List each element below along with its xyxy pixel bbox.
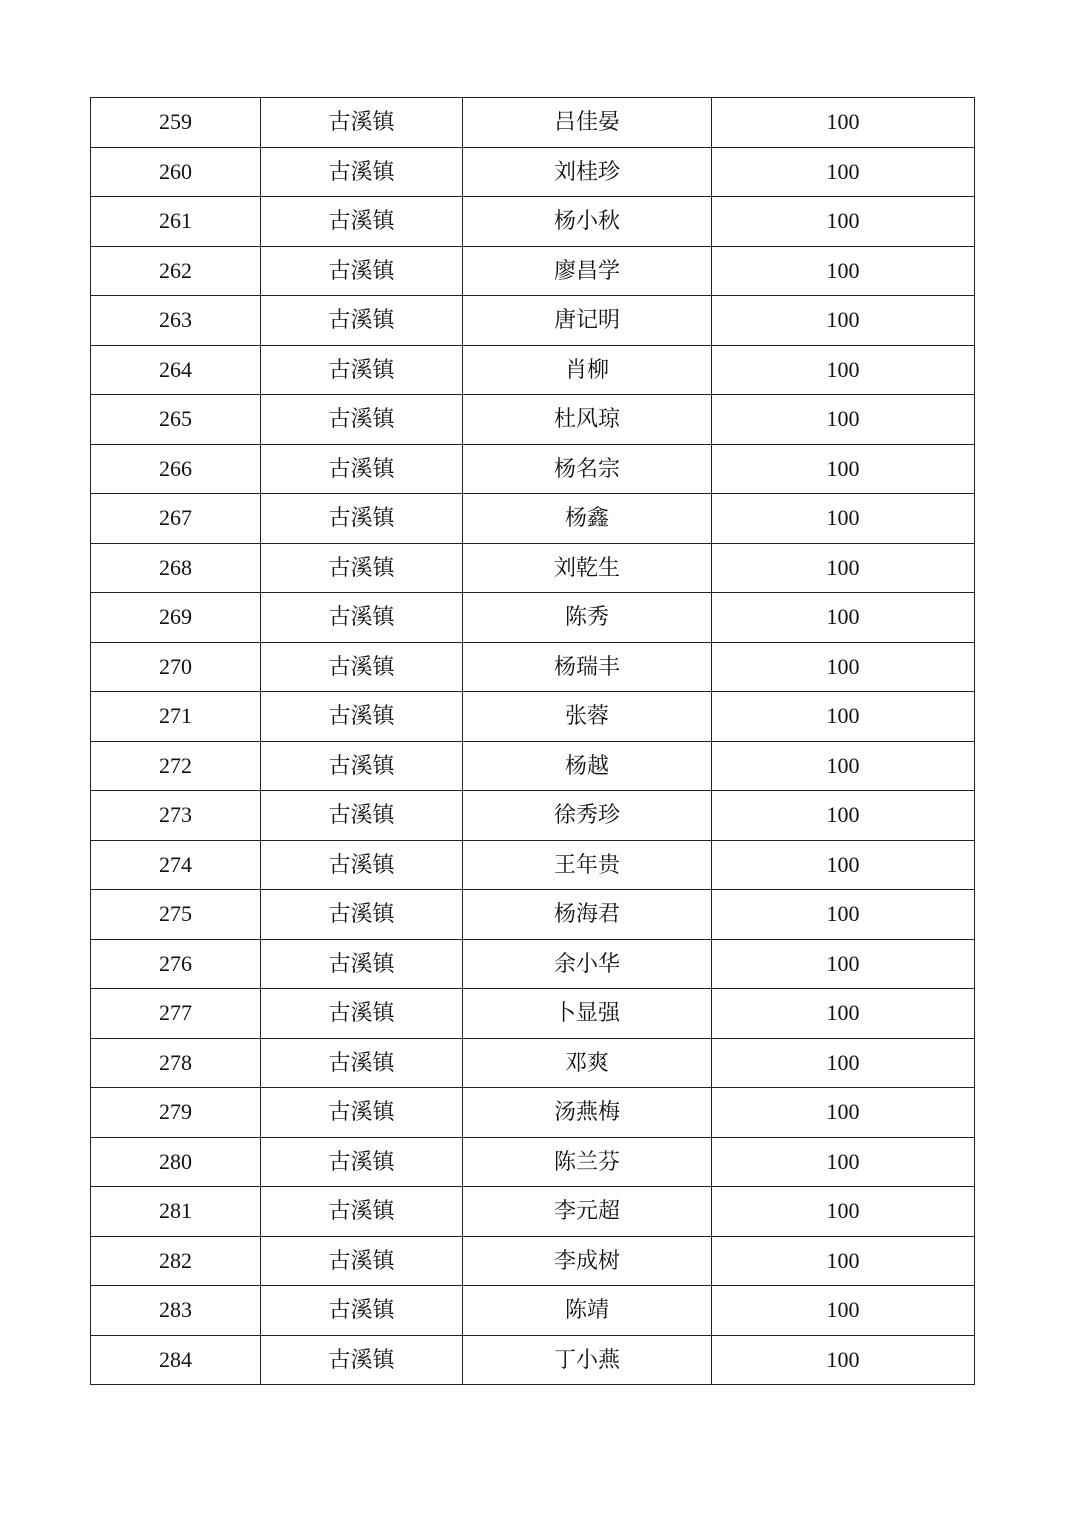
table-row	[91, 939, 975, 989]
cell-person-name: 杨名宗	[463, 444, 712, 494]
cell-amount: 100	[712, 296, 975, 346]
cell-amount: 100	[712, 890, 975, 940]
cell-serial-number: 274	[91, 840, 261, 890]
cell-amount: 100	[712, 840, 975, 890]
table-row	[91, 593, 975, 643]
cell-person-name: 李成树	[463, 1236, 712, 1286]
cell-town: 古溪镇	[261, 98, 463, 148]
cell-serial-number: 271	[91, 692, 261, 742]
cell-amount: 100	[712, 444, 975, 494]
cell-town: 古溪镇	[261, 543, 463, 593]
cell-person-name: 卜显强	[463, 989, 712, 1039]
cell-serial-number: 260	[91, 147, 261, 197]
cell-amount: 100	[712, 593, 975, 643]
cell-person-name: 杨小秋	[463, 197, 712, 247]
cell-amount: 100	[712, 98, 975, 148]
cell-serial-number: 268	[91, 543, 261, 593]
cell-town: 古溪镇	[261, 840, 463, 890]
cell-amount: 100	[712, 494, 975, 544]
table-row	[91, 98, 975, 148]
table-row	[91, 989, 975, 1039]
cell-amount: 100	[712, 543, 975, 593]
cell-town: 古溪镇	[261, 494, 463, 544]
cell-town: 古溪镇	[261, 296, 463, 346]
cell-person-name: 徐秀珍	[463, 791, 712, 841]
cell-town: 古溪镇	[261, 741, 463, 791]
cell-amount: 100	[712, 395, 975, 445]
table-row	[91, 692, 975, 742]
cell-town: 古溪镇	[261, 147, 463, 197]
cell-amount: 100	[712, 1137, 975, 1187]
cell-serial-number: 281	[91, 1187, 261, 1237]
cell-town: 古溪镇	[261, 444, 463, 494]
cell-town: 古溪镇	[261, 1286, 463, 1336]
cell-serial-number: 272	[91, 741, 261, 791]
cell-person-name: 陈秀	[463, 593, 712, 643]
cell-amount: 100	[712, 147, 975, 197]
table-row	[91, 147, 975, 197]
cell-serial-number: 264	[91, 345, 261, 395]
cell-serial-number: 269	[91, 593, 261, 643]
table-row	[91, 494, 975, 544]
table-row	[91, 642, 975, 692]
cell-town: 古溪镇	[261, 1088, 463, 1138]
cell-serial-number: 266	[91, 444, 261, 494]
table-row	[91, 840, 975, 890]
table-row	[91, 1137, 975, 1187]
cell-person-name: 李元超	[463, 1187, 712, 1237]
cell-person-name: 唐记明	[463, 296, 712, 346]
cell-amount: 100	[712, 692, 975, 742]
cell-person-name: 王年贵	[463, 840, 712, 890]
cell-person-name: 张蓉	[463, 692, 712, 742]
cell-amount: 100	[712, 791, 975, 841]
cell-person-name: 汤燕梅	[463, 1088, 712, 1138]
table-row	[91, 1236, 975, 1286]
cell-serial-number: 273	[91, 791, 261, 841]
cell-person-name: 廖昌学	[463, 246, 712, 296]
cell-serial-number: 278	[91, 1038, 261, 1088]
table-row	[91, 296, 975, 346]
cell-person-name: 刘乾生	[463, 543, 712, 593]
table-row	[91, 246, 975, 296]
cell-town: 古溪镇	[261, 395, 463, 445]
cell-serial-number: 280	[91, 1137, 261, 1187]
cell-serial-number: 276	[91, 939, 261, 989]
cell-serial-number: 282	[91, 1236, 261, 1286]
cell-serial-number: 259	[91, 98, 261, 148]
table-row	[91, 1187, 975, 1237]
cell-person-name: 杨瑞丰	[463, 642, 712, 692]
cell-amount: 100	[712, 741, 975, 791]
cell-town: 古溪镇	[261, 345, 463, 395]
cell-serial-number: 283	[91, 1286, 261, 1336]
cell-amount: 100	[712, 989, 975, 1039]
table-row	[91, 444, 975, 494]
cell-amount: 100	[712, 246, 975, 296]
table-row	[91, 791, 975, 841]
cell-person-name: 邓爽	[463, 1038, 712, 1088]
cell-person-name: 陈靖	[463, 1286, 712, 1336]
cell-town: 古溪镇	[261, 1038, 463, 1088]
roster-table-body	[91, 98, 975, 1385]
cell-town: 古溪镇	[261, 989, 463, 1039]
cell-amount: 100	[712, 939, 975, 989]
cell-serial-number: 267	[91, 494, 261, 544]
cell-serial-number: 284	[91, 1335, 261, 1385]
cell-serial-number: 275	[91, 890, 261, 940]
cell-person-name: 刘桂珍	[463, 147, 712, 197]
cell-amount: 100	[712, 1038, 975, 1088]
cell-town: 古溪镇	[261, 197, 463, 247]
cell-person-name: 杨海君	[463, 890, 712, 940]
cell-serial-number: 279	[91, 1088, 261, 1138]
table-row	[91, 395, 975, 445]
table-row	[91, 1088, 975, 1138]
table-row	[91, 543, 975, 593]
table-row	[91, 1038, 975, 1088]
cell-amount: 100	[712, 345, 975, 395]
cell-town: 古溪镇	[261, 1187, 463, 1237]
cell-person-name: 陈兰芬	[463, 1137, 712, 1187]
cell-amount: 100	[712, 1236, 975, 1286]
table-row	[91, 197, 975, 247]
table-row	[91, 741, 975, 791]
cell-serial-number: 277	[91, 989, 261, 1039]
cell-person-name: 肖柳	[463, 345, 712, 395]
cell-town: 古溪镇	[261, 1335, 463, 1385]
cell-town: 古溪镇	[261, 890, 463, 940]
cell-serial-number: 263	[91, 296, 261, 346]
cell-amount: 100	[712, 1286, 975, 1336]
table-row	[91, 890, 975, 940]
table-row	[91, 1286, 975, 1336]
table-row	[91, 345, 975, 395]
cell-town: 古溪镇	[261, 939, 463, 989]
cell-amount: 100	[712, 642, 975, 692]
cell-town: 古溪镇	[261, 692, 463, 742]
cell-person-name: 余小华	[463, 939, 712, 989]
cell-town: 古溪镇	[261, 246, 463, 296]
cell-person-name: 吕佳晏	[463, 98, 712, 148]
cell-town: 古溪镇	[261, 642, 463, 692]
cell-town: 古溪镇	[261, 1236, 463, 1286]
cell-serial-number: 265	[91, 395, 261, 445]
cell-town: 古溪镇	[261, 593, 463, 643]
cell-town: 古溪镇	[261, 1137, 463, 1187]
cell-amount: 100	[712, 1335, 975, 1385]
cell-serial-number: 262	[91, 246, 261, 296]
cell-serial-number: 261	[91, 197, 261, 247]
cell-person-name: 杜风琼	[463, 395, 712, 445]
cell-amount: 100	[712, 1187, 975, 1237]
cell-person-name: 杨鑫	[463, 494, 712, 544]
table-row	[91, 1335, 975, 1385]
cell-town: 古溪镇	[261, 791, 463, 841]
cell-person-name: 杨越	[463, 741, 712, 791]
roster-table	[90, 97, 975, 1385]
cell-person-name: 丁小燕	[463, 1335, 712, 1385]
cell-amount: 100	[712, 197, 975, 247]
cell-amount: 100	[712, 1088, 975, 1138]
cell-serial-number: 270	[91, 642, 261, 692]
